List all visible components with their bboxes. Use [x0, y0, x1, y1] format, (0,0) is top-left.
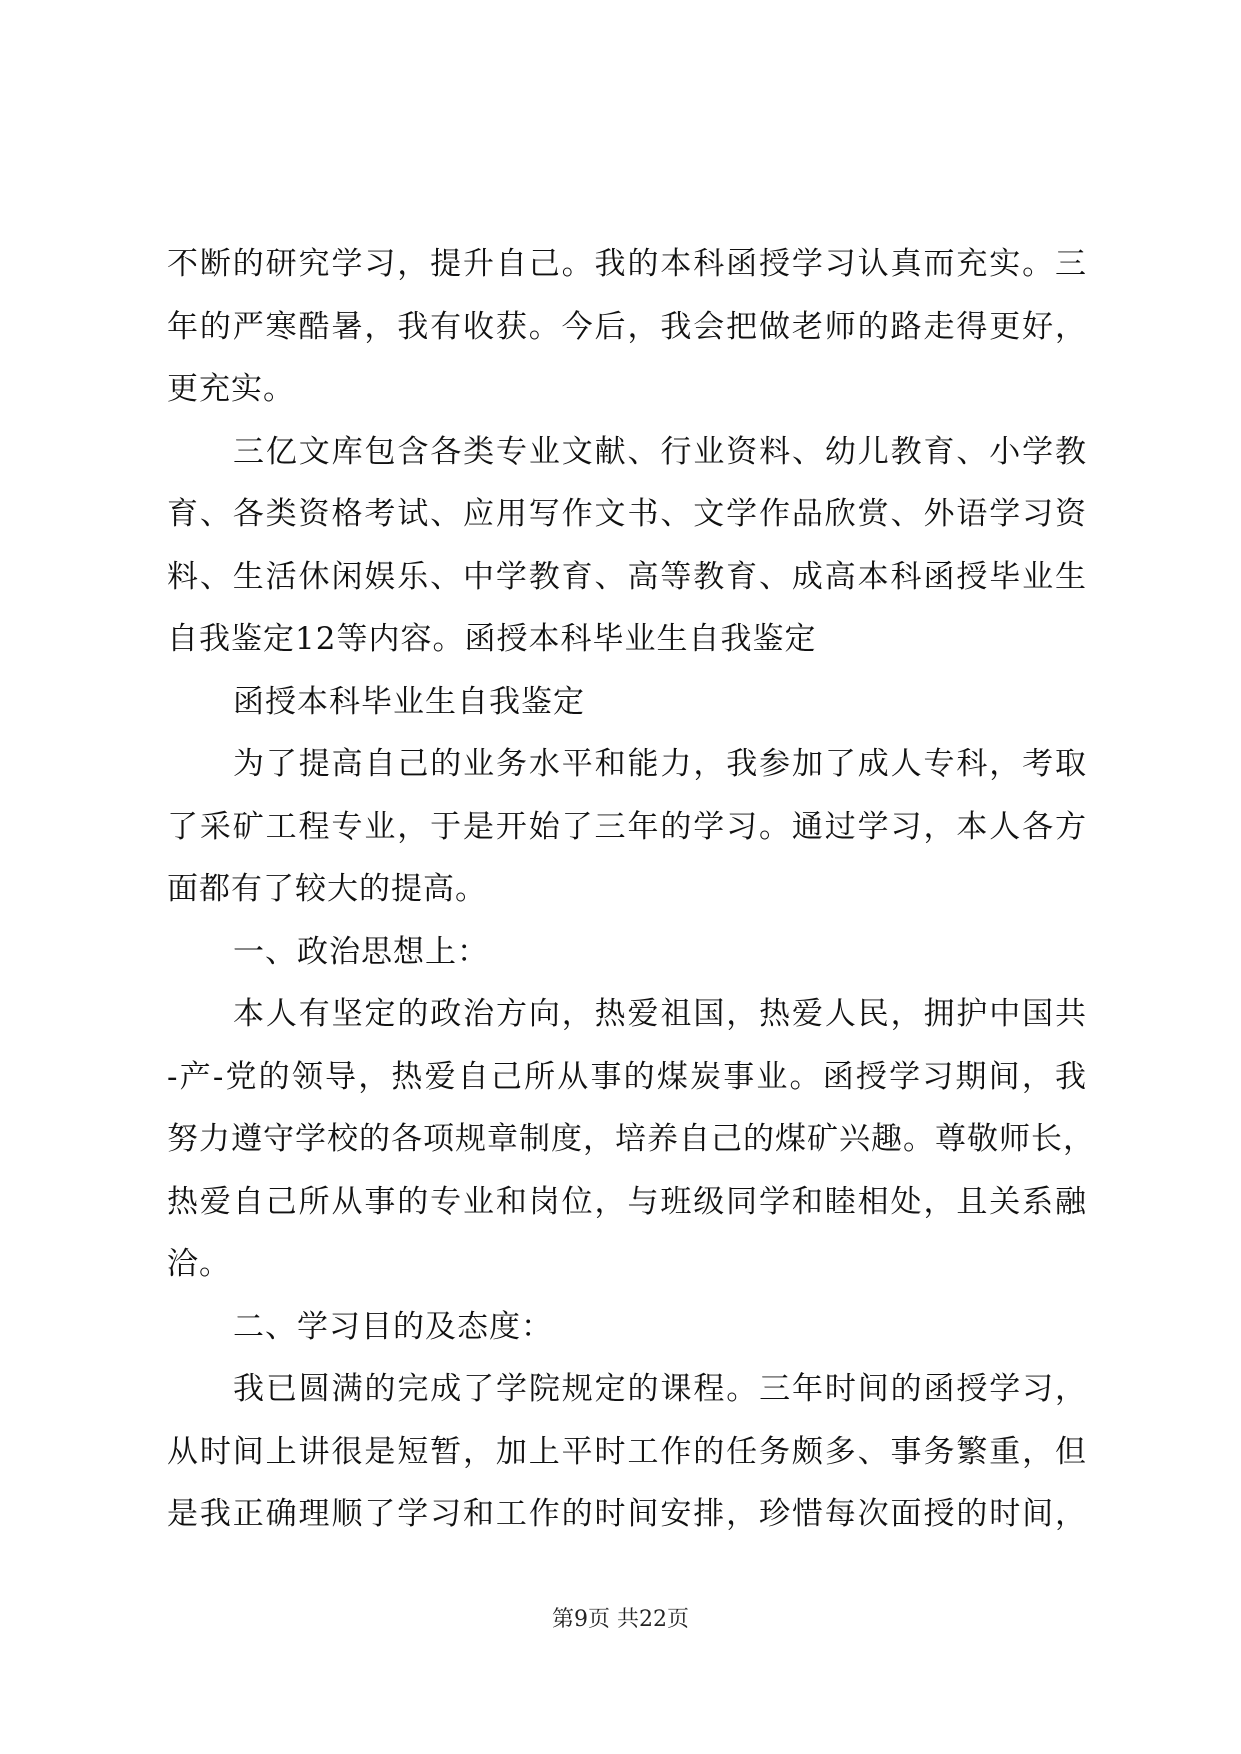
text-line: 本人有坚定的政治方向，热爱祖国，热爱人民，拥护中国共	[233, 996, 1087, 1032]
page-footer: 第9页 共22页	[552, 1607, 689, 1632]
text-line: 二、学习目的及态度：	[233, 1308, 553, 1345]
text-line: 我已圆满的完成了学院规定的课程。三年时间的函授学习，	[233, 1371, 1087, 1407]
text-line: 努力遵守学校的各项规章制度，培养自己的煤矿兴趣。尊敬师长，	[167, 1121, 1095, 1157]
text-line: 三亿文库包含各类专业文献、行业资料、幼儿教育、小学教	[233, 433, 1087, 470]
text-line: 面都有了较大的提高。	[167, 871, 487, 907]
text-line: 从时间上讲很是短暂，加上平时工作的任务颇多、事务繁重，但	[167, 1433, 1087, 1470]
text-line: 年的严寒酷暑，我有收获。今后，我会把做老师的路走得更好，	[167, 308, 1087, 345]
document-body	[167, 233, 1095, 1546]
text-line: 为了提高自己的业务水平和能力，我参加了成人专科，考取	[233, 746, 1087, 782]
text-line: 育、各类资格考试、应用写作文书、文学作品欣赏、外语学习资	[167, 496, 1087, 532]
text-line: 料、生活休闲娱乐、中学教育、高等教育、成高本科函授毕业生	[167, 558, 1087, 595]
text-line: 是我正确理顺了学习和工作的时间安排，珍惜每次面授的时间，	[167, 1496, 1087, 1532]
text-line: 自我鉴定12等内容。函授本科毕业生自我鉴定	[167, 621, 817, 657]
text-line: 更充实。	[167, 371, 295, 407]
text-line: 不断的研究学习，提升自己。我的本科函授学习认真而充实。三	[167, 246, 1087, 282]
text-line: 热爱自己所从事的专业和岗位，与班级同学和睦相处，且关系融	[167, 1183, 1087, 1220]
text-line: -产-党的领导，热爱自己所从事的煤炭事业。函授学习期间，我	[167, 1058, 1087, 1095]
text-line: 洽。	[167, 1246, 231, 1282]
text-line: 函授本科毕业生自我鉴定	[233, 683, 585, 720]
text-line: 了采矿工程专业，于是开始了三年的学习。通过学习，本人各方	[167, 808, 1087, 845]
text-line: 一、政治思想上：	[233, 933, 489, 970]
